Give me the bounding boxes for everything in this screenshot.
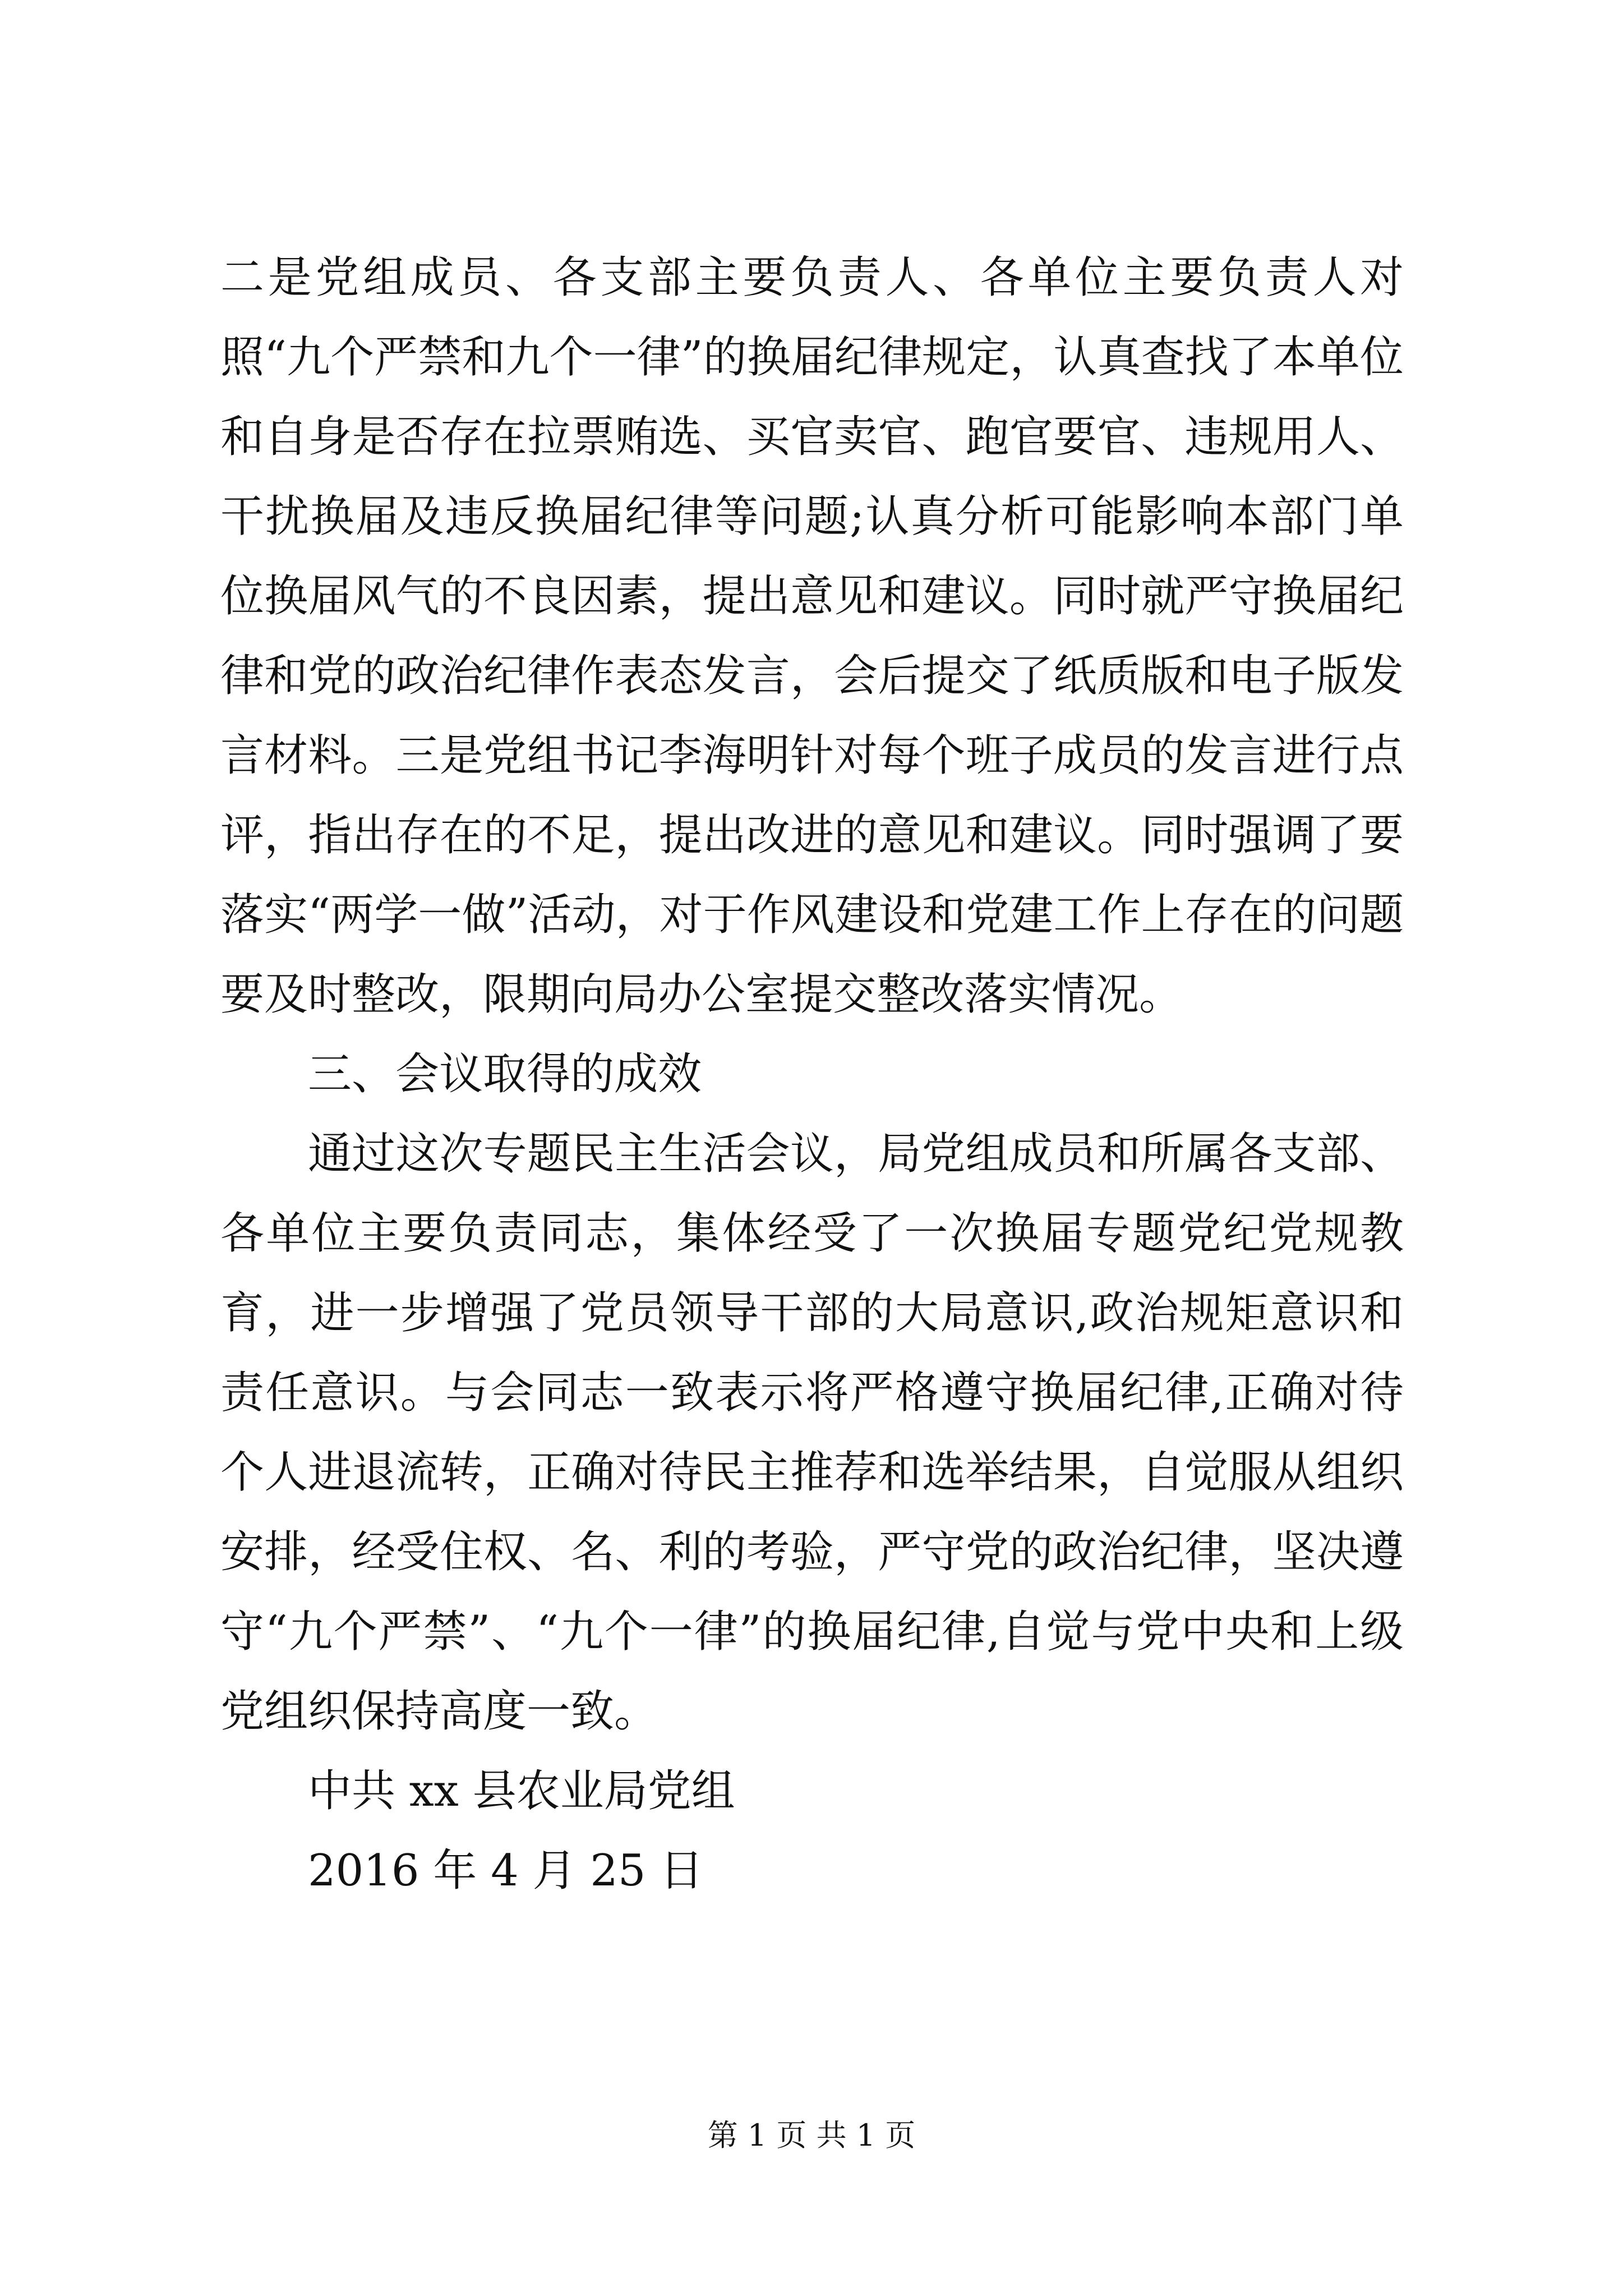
results-paragraph: 通过这次专题民主生活会议，局党组成员和所属各支部、各单位主要负责同志，集体经受了一次换届专题党纪党规教育，进一步增强了党员领导干部的大局意识,政治规矩意识和责任意识。与会同志一致表示将严格遵守换届纪律,正确对待个人进退流转，正确对待民主推荐和选举结果，自觉服从组织安排，经受住权、名、利的考验，严守党的政治纪律，坚决遵守“九个严禁”、“九个一律”的换届纪律,自觉与党中央和上级党组织保持高度一致。 <box>220 1129 1404 1737</box>
document-body <box>220 238 1404 1911</box>
continuation-paragraph: 二是党组成员、各支部主要负责人、各单位主要负责人对照“九个严禁和九个一律”的换届纪律规定，认真查找了本单位和自身是否存在拉票贿选、买官卖官、跑官要官、违规用人、干扰换届及违反换届纪律等问题;认真分析可能影响本部门单位换届风气的不良因素，提出意见和建议。同时就严守换届纪律和党的政治纪律作表态发言，会后提交了纸质版和电子版发言材料。三是党组书记李海明针对每个班子成员的发言进行点评，指出存在的不足，提出改进的意见和建议。同时强调了要落实“两学一做”活动，对于作风建设和党建工作上存在的问题要及时整改，限期向局办公室提交整改落实情况。 <box>220 252 1404 1020</box>
signature-organization: 中共 xx 县农业局党组 <box>308 1766 735 1816</box>
section-heading: 三、会议取得的成效 <box>308 1049 702 1099</box>
signature-date: 2016 年 4 月 25 日 <box>308 1846 704 1896</box>
page-number-footer: 第 1 页 共 1 页 <box>707 2118 916 2153</box>
